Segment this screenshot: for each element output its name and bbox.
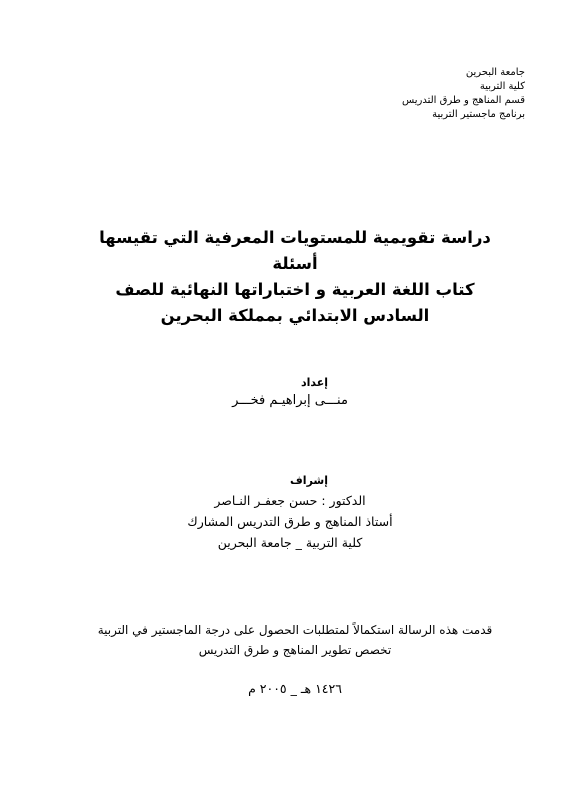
author-name: منـــى إبراهيـم فخـــر xyxy=(232,393,348,408)
department-name: قسم المناهج و طرق التدريس xyxy=(402,95,525,106)
supervisor-title: أستاذ المناهج و طرق التدريس المشارك xyxy=(187,514,393,529)
university-name: جامعة البحرين xyxy=(465,67,525,78)
supervision-heading: إشراف xyxy=(290,474,328,487)
title-line: السادس الابتدائي بمملكة البحرين xyxy=(160,306,430,325)
college-name: كلية التربية xyxy=(479,81,525,92)
submission-line: تخصص تطوير المناهج و طرق التدريس xyxy=(198,643,392,657)
supervisor-block xyxy=(150,490,430,553)
institution-header xyxy=(305,66,525,122)
supervisor-name: الدكتور : حسن جعفـر النـاصر xyxy=(214,493,366,508)
prepared-by-heading: إعداد xyxy=(300,376,328,389)
submission-line: قدمت هذه الرسالة استكمالاً لمتطلبات الحصول على درجة الماجستير في التربية xyxy=(97,623,493,637)
thesis-title xyxy=(80,225,510,329)
submission-note xyxy=(60,620,530,660)
submission-date: ١٤٢٦ هـ _ ٢٠٠٥ م xyxy=(248,681,342,696)
title-line: دراسة تقويمية للمستويات المعرفية التي تقيسها أسئلة xyxy=(99,228,491,273)
supervisor-affiliation: كلية التربية _ جامعة البحرين xyxy=(217,535,363,550)
title-line: كتاب اللغة العربية و اختباراتها النهائية للصف xyxy=(115,280,475,299)
program-name: برنامج ماجستير التربية xyxy=(432,109,525,120)
